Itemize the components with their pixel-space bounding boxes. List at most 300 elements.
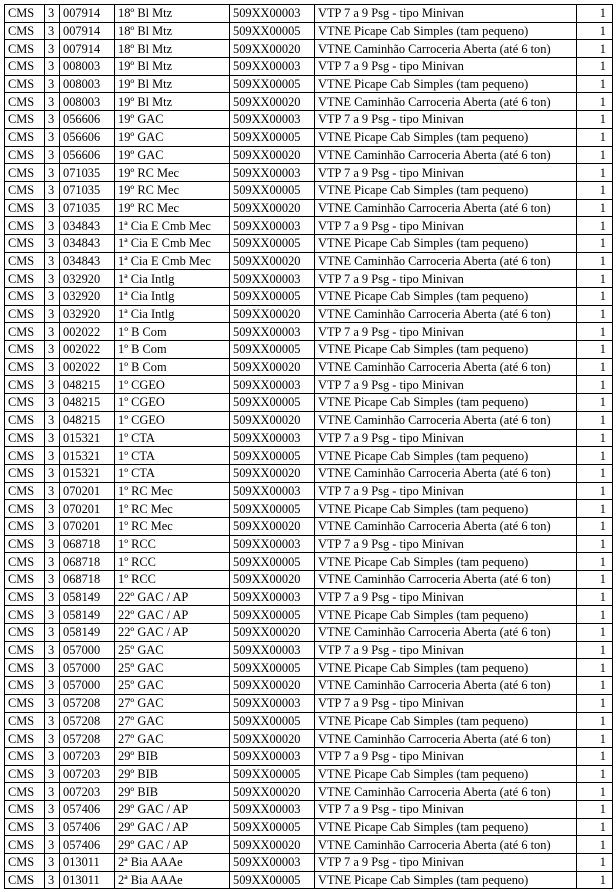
vehicle-type-cell: VTNE Picape Cab Simples (tam pequeno) bbox=[315, 75, 577, 93]
quantity-cell: 1 bbox=[577, 429, 613, 447]
region-cell: 3 bbox=[45, 482, 60, 500]
item-code-cell: 509XX00005 bbox=[230, 341, 315, 359]
quantity-cell: 1 bbox=[577, 677, 613, 695]
vehicle-type-cell: VTP 7 a 9 Psg - tipo Minivan bbox=[315, 164, 577, 182]
region-cell: 3 bbox=[45, 641, 60, 659]
region-cell: 3 bbox=[45, 75, 60, 93]
region-cell: 3 bbox=[45, 411, 60, 429]
unit-code-cell: 057406 bbox=[60, 836, 115, 854]
table-row bbox=[5, 146, 613, 164]
command-cell: CMS bbox=[5, 517, 45, 535]
unit-code-cell: 034843 bbox=[60, 217, 115, 235]
command-cell: CMS bbox=[5, 429, 45, 447]
unit-name-cell: 29º BIB bbox=[115, 783, 230, 801]
item-code-cell: 509XX00003 bbox=[230, 270, 315, 288]
item-code-cell: 509XX00020 bbox=[230, 571, 315, 589]
unit-code-cell: 002022 bbox=[60, 341, 115, 359]
region-cell: 3 bbox=[45, 517, 60, 535]
unit-code-cell: 007914 bbox=[60, 40, 115, 58]
unit-name-cell: 1º CTA bbox=[115, 429, 230, 447]
quantity-cell: 1 bbox=[577, 376, 613, 394]
quantity-cell: 1 bbox=[577, 5, 613, 23]
command-cell: CMS bbox=[5, 854, 45, 872]
region-cell: 3 bbox=[45, 111, 60, 129]
table-row bbox=[5, 376, 613, 394]
quantity-cell: 1 bbox=[577, 181, 613, 199]
item-code-cell: 509XX00020 bbox=[230, 836, 315, 854]
table-row bbox=[5, 677, 613, 695]
table-row bbox=[5, 447, 613, 465]
unit-code-cell: 032920 bbox=[60, 288, 115, 306]
item-code-cell: 509XX00005 bbox=[230, 128, 315, 146]
region-cell: 3 bbox=[45, 553, 60, 571]
quantity-cell: 1 bbox=[577, 111, 613, 129]
region-cell: 3 bbox=[45, 394, 60, 412]
unit-code-cell: 032920 bbox=[60, 270, 115, 288]
table-row bbox=[5, 128, 613, 146]
unit-code-cell: 058149 bbox=[60, 624, 115, 642]
table-row bbox=[5, 252, 613, 270]
unit-name-cell: 18º Bl Mtz bbox=[115, 5, 230, 23]
command-cell: CMS bbox=[5, 270, 45, 288]
command-cell: CMS bbox=[5, 765, 45, 783]
unit-name-cell: 25º GAC bbox=[115, 641, 230, 659]
command-cell: CMS bbox=[5, 712, 45, 730]
item-code-cell: 509XX00020 bbox=[230, 624, 315, 642]
region-cell: 3 bbox=[45, 128, 60, 146]
unit-code-cell: 008003 bbox=[60, 58, 115, 76]
item-code-cell: 509XX00005 bbox=[230, 181, 315, 199]
command-cell: CMS bbox=[5, 553, 45, 571]
table-row bbox=[5, 270, 613, 288]
item-code-cell: 509XX00003 bbox=[230, 747, 315, 765]
table-row bbox=[5, 93, 613, 111]
unit-code-cell: 008003 bbox=[60, 75, 115, 93]
unit-code-cell: 034843 bbox=[60, 234, 115, 252]
command-cell: CMS bbox=[5, 288, 45, 306]
quantity-cell: 1 bbox=[577, 624, 613, 642]
vehicle-type-cell: VTNE Picape Cab Simples (tam pequeno) bbox=[315, 553, 577, 571]
region-cell: 3 bbox=[45, 800, 60, 818]
vehicle-type-cell: VTP 7 a 9 Psg - tipo Minivan bbox=[315, 854, 577, 872]
command-cell: CMS bbox=[5, 58, 45, 76]
item-code-cell: 509XX00020 bbox=[230, 730, 315, 748]
table-row bbox=[5, 164, 613, 182]
item-code-cell: 509XX00003 bbox=[230, 429, 315, 447]
vehicle-type-cell: VTNE Picape Cab Simples (tam pequeno) bbox=[315, 394, 577, 412]
item-code-cell: 509XX00003 bbox=[230, 376, 315, 394]
region-cell: 3 bbox=[45, 854, 60, 872]
region-cell: 3 bbox=[45, 606, 60, 624]
vehicle-type-cell: VTNE Caminhão Carroceria Aberta (até 6 ton) bbox=[315, 358, 577, 376]
item-code-cell: 509XX00003 bbox=[230, 482, 315, 500]
quantity-cell: 1 bbox=[577, 252, 613, 270]
quantity-cell: 1 bbox=[577, 765, 613, 783]
unit-code-cell: 015321 bbox=[60, 429, 115, 447]
region-cell: 3 bbox=[45, 871, 60, 889]
vehicle-type-cell: VTNE Caminhão Carroceria Aberta (até 6 ton) bbox=[315, 464, 577, 482]
item-code-cell: 509XX00003 bbox=[230, 535, 315, 553]
item-code-cell: 509XX00005 bbox=[230, 606, 315, 624]
unit-code-cell: 007914 bbox=[60, 22, 115, 40]
unit-code-cell: 007203 bbox=[60, 747, 115, 765]
item-code-cell: 509XX00003 bbox=[230, 5, 315, 23]
table-row bbox=[5, 22, 613, 40]
unit-code-cell: 057000 bbox=[60, 659, 115, 677]
table-row bbox=[5, 747, 613, 765]
unit-name-cell: 1º CTA bbox=[115, 447, 230, 465]
region-cell: 3 bbox=[45, 40, 60, 58]
vehicle-type-cell: VTNE Caminhão Carroceria Aberta (até 6 ton) bbox=[315, 730, 577, 748]
unit-name-cell: 1º CTA bbox=[115, 464, 230, 482]
command-cell: CMS bbox=[5, 818, 45, 836]
region-cell: 3 bbox=[45, 659, 60, 677]
vehicle-type-cell: VTNE Caminhão Carroceria Aberta (até 6 ton) bbox=[315, 411, 577, 429]
command-cell: CMS bbox=[5, 535, 45, 553]
table-row bbox=[5, 712, 613, 730]
table-row bbox=[5, 394, 613, 412]
quantity-cell: 1 bbox=[577, 588, 613, 606]
item-code-cell: 509XX00005 bbox=[230, 659, 315, 677]
table-row bbox=[5, 854, 613, 872]
quantity-cell: 1 bbox=[577, 500, 613, 518]
item-code-cell: 509XX00003 bbox=[230, 164, 315, 182]
unit-name-cell: 1ª Cia E Cmb Mec bbox=[115, 234, 230, 252]
item-code-cell: 509XX00003 bbox=[230, 111, 315, 129]
table-row bbox=[5, 181, 613, 199]
quantity-cell: 1 bbox=[577, 641, 613, 659]
vehicle-type-cell: VTNE Picape Cab Simples (tam pequeno) bbox=[315, 606, 577, 624]
unit-code-cell: 048215 bbox=[60, 411, 115, 429]
item-code-cell: 509XX00005 bbox=[230, 765, 315, 783]
item-code-cell: 509XX00020 bbox=[230, 464, 315, 482]
region-cell: 3 bbox=[45, 765, 60, 783]
region-cell: 3 bbox=[45, 730, 60, 748]
table-row bbox=[5, 341, 613, 359]
unit-code-cell: 057208 bbox=[60, 730, 115, 748]
table-row bbox=[5, 871, 613, 889]
table-row bbox=[5, 624, 613, 642]
quantity-cell: 1 bbox=[577, 288, 613, 306]
vehicle-type-cell: VTNE Caminhão Carroceria Aberta (até 6 ton) bbox=[315, 40, 577, 58]
item-code-cell: 509XX00020 bbox=[230, 252, 315, 270]
vehicle-type-cell: VTNE Caminhão Carroceria Aberta (até 6 ton) bbox=[315, 677, 577, 695]
unit-code-cell: 002022 bbox=[60, 323, 115, 341]
unit-name-cell: 27º GAC bbox=[115, 712, 230, 730]
command-cell: CMS bbox=[5, 181, 45, 199]
command-cell: CMS bbox=[5, 411, 45, 429]
item-code-cell: 509XX00003 bbox=[230, 58, 315, 76]
unit-name-cell: 19º Bl Mtz bbox=[115, 58, 230, 76]
unit-name-cell: 19º RC Mec bbox=[115, 181, 230, 199]
command-cell: CMS bbox=[5, 217, 45, 235]
vehicle-type-cell: VTP 7 a 9 Psg - tipo Minivan bbox=[315, 641, 577, 659]
vehicle-type-cell: VTP 7 a 9 Psg - tipo Minivan bbox=[315, 323, 577, 341]
command-cell: CMS bbox=[5, 677, 45, 695]
command-cell: CMS bbox=[5, 747, 45, 765]
table-row bbox=[5, 482, 613, 500]
table-row bbox=[5, 40, 613, 58]
command-cell: CMS bbox=[5, 394, 45, 412]
item-code-cell: 509XX00003 bbox=[230, 217, 315, 235]
unit-code-cell: 068718 bbox=[60, 571, 115, 589]
region-cell: 3 bbox=[45, 58, 60, 76]
unit-code-cell: 013011 bbox=[60, 854, 115, 872]
unit-code-cell: 057406 bbox=[60, 818, 115, 836]
table-row bbox=[5, 411, 613, 429]
command-cell: CMS bbox=[5, 588, 45, 606]
command-cell: CMS bbox=[5, 22, 45, 40]
table-row bbox=[5, 783, 613, 801]
vehicle-type-cell: VTNE Picape Cab Simples (tam pequeno) bbox=[315, 128, 577, 146]
item-code-cell: 509XX00003 bbox=[230, 588, 315, 606]
command-cell: CMS bbox=[5, 783, 45, 801]
command-cell: CMS bbox=[5, 624, 45, 642]
item-code-cell: 509XX00005 bbox=[230, 288, 315, 306]
item-code-cell: 509XX00020 bbox=[230, 411, 315, 429]
unit-code-cell: 070201 bbox=[60, 482, 115, 500]
vehicle-type-cell: VTNE Caminhão Carroceria Aberta (até 6 ton) bbox=[315, 836, 577, 854]
vehicle-type-cell: VTNE Caminhão Carroceria Aberta (até 6 ton) bbox=[315, 517, 577, 535]
quantity-cell: 1 bbox=[577, 464, 613, 482]
unit-name-cell: 22º GAC / AP bbox=[115, 624, 230, 642]
vehicle-type-cell: VTNE Picape Cab Simples (tam pequeno) bbox=[315, 871, 577, 889]
unit-name-cell: 1ª Cia Intlg bbox=[115, 305, 230, 323]
unit-name-cell: 22º GAC / AP bbox=[115, 588, 230, 606]
item-code-cell: 509XX00020 bbox=[230, 677, 315, 695]
region-cell: 3 bbox=[45, 712, 60, 730]
table-row bbox=[5, 606, 613, 624]
unit-name-cell: 19º Bl Mtz bbox=[115, 93, 230, 111]
table-row bbox=[5, 818, 613, 836]
region-cell: 3 bbox=[45, 694, 60, 712]
item-code-cell: 509XX00003 bbox=[230, 800, 315, 818]
unit-name-cell: 1ª Cia E Cmb Mec bbox=[115, 252, 230, 270]
table-row bbox=[5, 464, 613, 482]
vehicle-type-cell: VTP 7 a 9 Psg - tipo Minivan bbox=[315, 588, 577, 606]
quantity-cell: 1 bbox=[577, 553, 613, 571]
unit-name-cell: 27º GAC bbox=[115, 694, 230, 712]
vehicle-type-cell: VTP 7 a 9 Psg - tipo Minivan bbox=[315, 694, 577, 712]
table-row bbox=[5, 305, 613, 323]
command-cell: CMS bbox=[5, 871, 45, 889]
unit-name-cell: 1º RCC bbox=[115, 571, 230, 589]
unit-code-cell: 048215 bbox=[60, 394, 115, 412]
quantity-cell: 1 bbox=[577, 164, 613, 182]
region-cell: 3 bbox=[45, 288, 60, 306]
vehicle-type-cell: VTP 7 a 9 Psg - tipo Minivan bbox=[315, 800, 577, 818]
quantity-cell: 1 bbox=[577, 128, 613, 146]
region-cell: 3 bbox=[45, 447, 60, 465]
vehicle-type-cell: VTP 7 a 9 Psg - tipo Minivan bbox=[315, 111, 577, 129]
vehicle-type-cell: VTNE Caminhão Carroceria Aberta (até 6 ton) bbox=[315, 199, 577, 217]
command-cell: CMS bbox=[5, 571, 45, 589]
command-cell: CMS bbox=[5, 146, 45, 164]
command-cell: CMS bbox=[5, 606, 45, 624]
quantity-cell: 1 bbox=[577, 694, 613, 712]
unit-name-cell: 1º RC Mec bbox=[115, 500, 230, 518]
unit-name-cell: 29º BIB bbox=[115, 765, 230, 783]
vehicle-type-cell: VTNE Caminhão Carroceria Aberta (até 6 ton) bbox=[315, 93, 577, 111]
region-cell: 3 bbox=[45, 252, 60, 270]
region-cell: 3 bbox=[45, 305, 60, 323]
table-row bbox=[5, 588, 613, 606]
quantity-cell: 1 bbox=[577, 358, 613, 376]
unit-code-cell: 058149 bbox=[60, 588, 115, 606]
vehicle-type-cell: VTNE Caminhão Carroceria Aberta (até 6 ton) bbox=[315, 305, 577, 323]
region-cell: 3 bbox=[45, 783, 60, 801]
unit-code-cell: 008003 bbox=[60, 93, 115, 111]
region-cell: 3 bbox=[45, 341, 60, 359]
unit-name-cell: 1ª Cia E Cmb Mec bbox=[115, 217, 230, 235]
command-cell: CMS bbox=[5, 164, 45, 182]
item-code-cell: 509XX00005 bbox=[230, 553, 315, 571]
unit-name-cell: 1ª Cia Intlg bbox=[115, 288, 230, 306]
unit-code-cell: 070201 bbox=[60, 500, 115, 518]
table-row bbox=[5, 217, 613, 235]
unit-code-cell: 057208 bbox=[60, 694, 115, 712]
quantity-cell: 1 bbox=[577, 40, 613, 58]
vehicle-type-cell: VTNE Picape Cab Simples (tam pequeno) bbox=[315, 288, 577, 306]
table-row bbox=[5, 517, 613, 535]
quantity-cell: 1 bbox=[577, 517, 613, 535]
unit-name-cell: 18º Bl Mtz bbox=[115, 22, 230, 40]
table-row bbox=[5, 659, 613, 677]
vehicle-type-cell: VTNE Picape Cab Simples (tam pequeno) bbox=[315, 447, 577, 465]
unit-code-cell: 071035 bbox=[60, 181, 115, 199]
quantity-cell: 1 bbox=[577, 270, 613, 288]
unit-code-cell: 068718 bbox=[60, 535, 115, 553]
unit-name-cell: 1º RC Mec bbox=[115, 482, 230, 500]
command-cell: CMS bbox=[5, 836, 45, 854]
vehicle-type-cell: VTNE Picape Cab Simples (tam pequeno) bbox=[315, 341, 577, 359]
vehicle-type-cell: VTNE Picape Cab Simples (tam pequeno) bbox=[315, 818, 577, 836]
unit-code-cell: 070201 bbox=[60, 517, 115, 535]
region-cell: 3 bbox=[45, 571, 60, 589]
vehicle-type-cell: VTNE Caminhão Carroceria Aberta (até 6 ton) bbox=[315, 571, 577, 589]
region-cell: 3 bbox=[45, 270, 60, 288]
command-cell: CMS bbox=[5, 641, 45, 659]
unit-name-cell: 19º GAC bbox=[115, 111, 230, 129]
vehicle-type-cell: VTP 7 a 9 Psg - tipo Minivan bbox=[315, 58, 577, 76]
quantity-cell: 1 bbox=[577, 305, 613, 323]
table-row bbox=[5, 500, 613, 518]
vehicle-type-cell: VTP 7 a 9 Psg - tipo Minivan bbox=[315, 5, 577, 23]
region-cell: 3 bbox=[45, 588, 60, 606]
unit-code-cell: 007203 bbox=[60, 783, 115, 801]
region-cell: 3 bbox=[45, 93, 60, 111]
unit-code-cell: 057000 bbox=[60, 641, 115, 659]
unit-name-cell: 19º RC Mec bbox=[115, 199, 230, 217]
command-cell: CMS bbox=[5, 252, 45, 270]
unit-code-cell: 056606 bbox=[60, 128, 115, 146]
quantity-cell: 1 bbox=[577, 146, 613, 164]
region-cell: 3 bbox=[45, 164, 60, 182]
item-code-cell: 509XX00003 bbox=[230, 641, 315, 659]
vehicle-type-cell: VTP 7 a 9 Psg - tipo Minivan bbox=[315, 535, 577, 553]
item-code-cell: 509XX00003 bbox=[230, 694, 315, 712]
unit-code-cell: 057000 bbox=[60, 677, 115, 695]
unit-code-cell: 034843 bbox=[60, 252, 115, 270]
table-row bbox=[5, 234, 613, 252]
unit-name-cell: 1ª Cia Intlg bbox=[115, 270, 230, 288]
table-row bbox=[5, 58, 613, 76]
unit-code-cell: 068718 bbox=[60, 553, 115, 571]
unit-code-cell: 048215 bbox=[60, 376, 115, 394]
unit-name-cell: 27º GAC bbox=[115, 730, 230, 748]
quantity-cell: 1 bbox=[577, 234, 613, 252]
unit-code-cell: 057208 bbox=[60, 712, 115, 730]
table-row bbox=[5, 641, 613, 659]
unit-code-cell: 056606 bbox=[60, 146, 115, 164]
table-row bbox=[5, 429, 613, 447]
unit-name-cell: 22º GAC / AP bbox=[115, 606, 230, 624]
table-row bbox=[5, 571, 613, 589]
quantity-cell: 1 bbox=[577, 535, 613, 553]
vehicle-type-cell: VTP 7 a 9 Psg - tipo Minivan bbox=[315, 270, 577, 288]
region-cell: 3 bbox=[45, 22, 60, 40]
command-cell: CMS bbox=[5, 323, 45, 341]
vehicle-allocation-table bbox=[4, 4, 613, 889]
unit-code-cell: 007203 bbox=[60, 765, 115, 783]
item-code-cell: 509XX00005 bbox=[230, 871, 315, 889]
region-cell: 3 bbox=[45, 535, 60, 553]
quantity-cell: 1 bbox=[577, 571, 613, 589]
region-cell: 3 bbox=[45, 429, 60, 447]
unit-name-cell: 19º GAC bbox=[115, 146, 230, 164]
vehicle-type-cell: VTP 7 a 9 Psg - tipo Minivan bbox=[315, 747, 577, 765]
unit-code-cell: 002022 bbox=[60, 358, 115, 376]
quantity-cell: 1 bbox=[577, 323, 613, 341]
vehicle-type-cell: VTNE Picape Cab Simples (tam pequeno) bbox=[315, 22, 577, 40]
region-cell: 3 bbox=[45, 5, 60, 23]
unit-code-cell: 056606 bbox=[60, 111, 115, 129]
item-code-cell: 509XX00005 bbox=[230, 712, 315, 730]
quantity-cell: 1 bbox=[577, 818, 613, 836]
region-cell: 3 bbox=[45, 747, 60, 765]
vehicle-type-cell: VTNE Picape Cab Simples (tam pequeno) bbox=[315, 500, 577, 518]
table-row bbox=[5, 358, 613, 376]
item-code-cell: 509XX00020 bbox=[230, 199, 315, 217]
unit-code-cell: 057406 bbox=[60, 800, 115, 818]
region-cell: 3 bbox=[45, 464, 60, 482]
vehicle-type-cell: VTNE Caminhão Carroceria Aberta (até 6 ton) bbox=[315, 624, 577, 642]
quantity-cell: 1 bbox=[577, 75, 613, 93]
unit-code-cell: 058149 bbox=[60, 606, 115, 624]
item-code-cell: 509XX00020 bbox=[230, 358, 315, 376]
region-cell: 3 bbox=[45, 376, 60, 394]
region-cell: 3 bbox=[45, 624, 60, 642]
unit-name-cell: 1º B Com bbox=[115, 323, 230, 341]
vehicle-type-cell: VTP 7 a 9 Psg - tipo Minivan bbox=[315, 429, 577, 447]
table-row bbox=[5, 694, 613, 712]
quantity-cell: 1 bbox=[577, 606, 613, 624]
command-cell: CMS bbox=[5, 730, 45, 748]
unit-name-cell: 1º B Com bbox=[115, 341, 230, 359]
table-row bbox=[5, 836, 613, 854]
item-code-cell: 509XX00020 bbox=[230, 40, 315, 58]
item-code-cell: 509XX00005 bbox=[230, 818, 315, 836]
region-cell: 3 bbox=[45, 146, 60, 164]
command-cell: CMS bbox=[5, 128, 45, 146]
vehicle-type-cell: VTNE Picape Cab Simples (tam pequeno) bbox=[315, 181, 577, 199]
item-code-cell: 509XX00005 bbox=[230, 75, 315, 93]
unit-name-cell: 19º GAC bbox=[115, 128, 230, 146]
region-cell: 3 bbox=[45, 358, 60, 376]
region-cell: 3 bbox=[45, 323, 60, 341]
quantity-cell: 1 bbox=[577, 712, 613, 730]
command-cell: CMS bbox=[5, 5, 45, 23]
